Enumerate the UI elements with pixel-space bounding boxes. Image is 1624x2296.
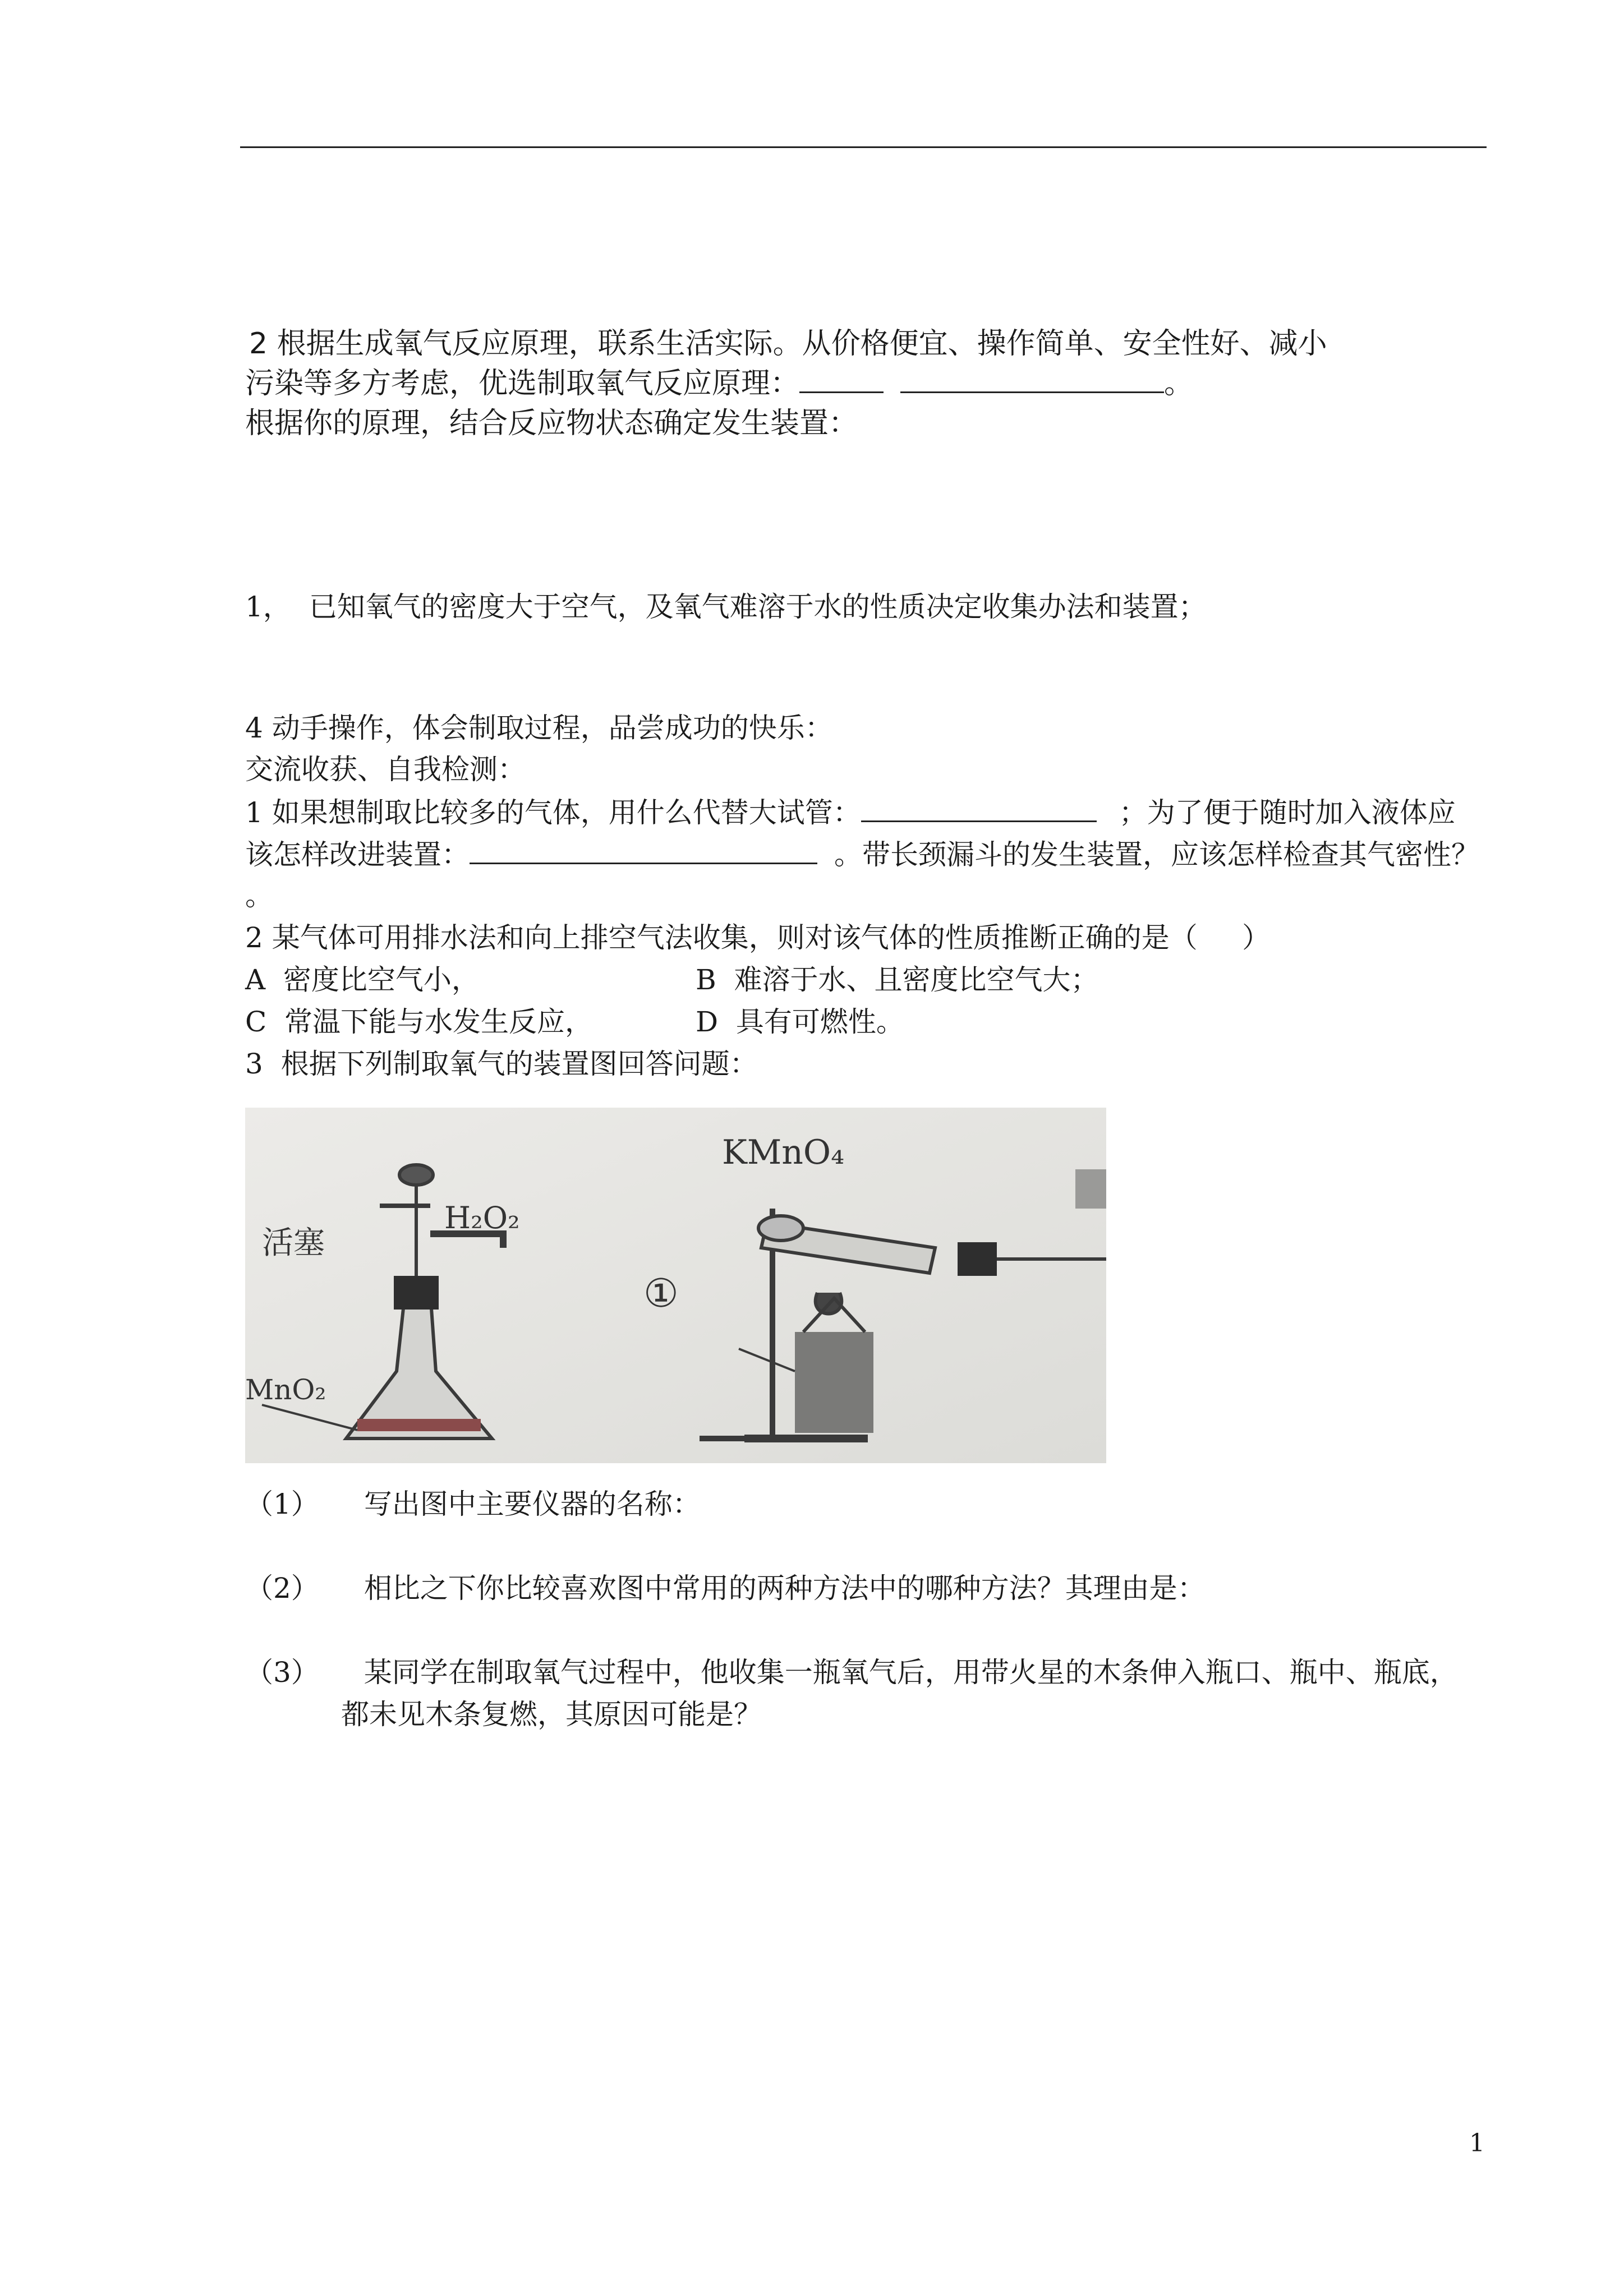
apparatus-drawing xyxy=(245,1108,1106,1463)
q2-option-d: D 具有可燃性。 xyxy=(696,1006,904,1038)
q3-stem: 3 根据下列制取氧气的装置图回答问题： xyxy=(245,1048,758,1080)
subq3-line2: 都未见木条复燃，其原因可能是？ xyxy=(341,1698,762,1731)
section2-line2-text: 污染等多方考虑，优选制取氧气反应原理： xyxy=(245,367,800,400)
section4-title: 4 动手操作，体会制取过程，品尝成功的快乐： xyxy=(245,712,833,744)
apparatus-figure xyxy=(245,1108,1106,1463)
subq2 xyxy=(245,1571,1206,1605)
q1-line1-text: 1 如果想制取比较多的气体，用什么代替大试管： xyxy=(245,796,861,829)
label-kmno4: KMnO₄ xyxy=(722,1133,845,1172)
subq2-num: （2） xyxy=(245,1572,319,1605)
q2-option-a: A 密度比空气小， xyxy=(245,963,480,996)
q1-line1-end: ；为了便于随时加入液体应 xyxy=(1119,796,1456,829)
subq3 xyxy=(245,1656,1458,1689)
section2-blank-b[interactable] xyxy=(900,366,1164,393)
item1-text: 1， 已知氧气的密度大于空气，及氧气难溶于水的性质决定收集办法和装置； xyxy=(245,591,1207,623)
section2-line2 xyxy=(245,366,1193,401)
label-h2o2: H₂O₂ xyxy=(444,1200,520,1235)
label-circle-1: ① xyxy=(643,1270,679,1316)
subq3-text: 某同学在制取氧气过程中，他收集一瓶氧气后，用带火星的木条伸入瓶口、瓶中、瓶底， xyxy=(364,1656,1458,1689)
section2-line3: 根据你的原理，结合反应物状态确定发生装置： xyxy=(245,407,858,440)
q1-line3: 。 xyxy=(245,879,273,912)
q2-option-b: B 难溶于水、且密度比空气大； xyxy=(696,963,1099,996)
section2-line1: 2 根据生成氧气反应原理，联系生活实际。从价格便宜、操作简单、安全性好、减小 xyxy=(249,327,1327,361)
q2-stem: 2 某气体可用排水法和向上排空气法收集，则对该气体的性质推断正确的是（ ） xyxy=(245,921,1271,954)
subq2-text: 相比之下你比较喜欢图中常用的两种方法中的哪种方法？其理由是： xyxy=(364,1572,1206,1605)
q1-line1 xyxy=(245,795,1456,829)
section2-line2-end: 。 xyxy=(1164,367,1194,400)
q1-blank-2[interactable] xyxy=(470,837,817,864)
header-rule xyxy=(240,146,1487,148)
subq1-text: 写出图中主要仪器的名称： xyxy=(364,1488,701,1520)
subq3-num: （3） xyxy=(245,1656,319,1689)
q1-line2 xyxy=(245,837,1479,872)
subq1 xyxy=(245,1487,701,1521)
q1-blank-1[interactable] xyxy=(861,795,1097,822)
q1-line2-text: 该怎样改进装置： xyxy=(245,838,470,871)
page-number: 1 xyxy=(1469,2129,1485,2157)
label-mno2: MnO₂ xyxy=(245,1373,326,1406)
q2-option-c: C 常温下能与水发生反应， xyxy=(245,1006,594,1038)
label-stopcock: 活塞 xyxy=(262,1225,325,1261)
q1-line2-end: 。带长颈漏斗的发生装置，应该怎样检查其气密性？ xyxy=(834,838,1479,871)
section4-subtitle: 交流收获、自我检测： xyxy=(245,753,526,786)
subq1-num: （1） xyxy=(245,1488,319,1520)
section2-blank-a[interactable] xyxy=(799,366,884,393)
